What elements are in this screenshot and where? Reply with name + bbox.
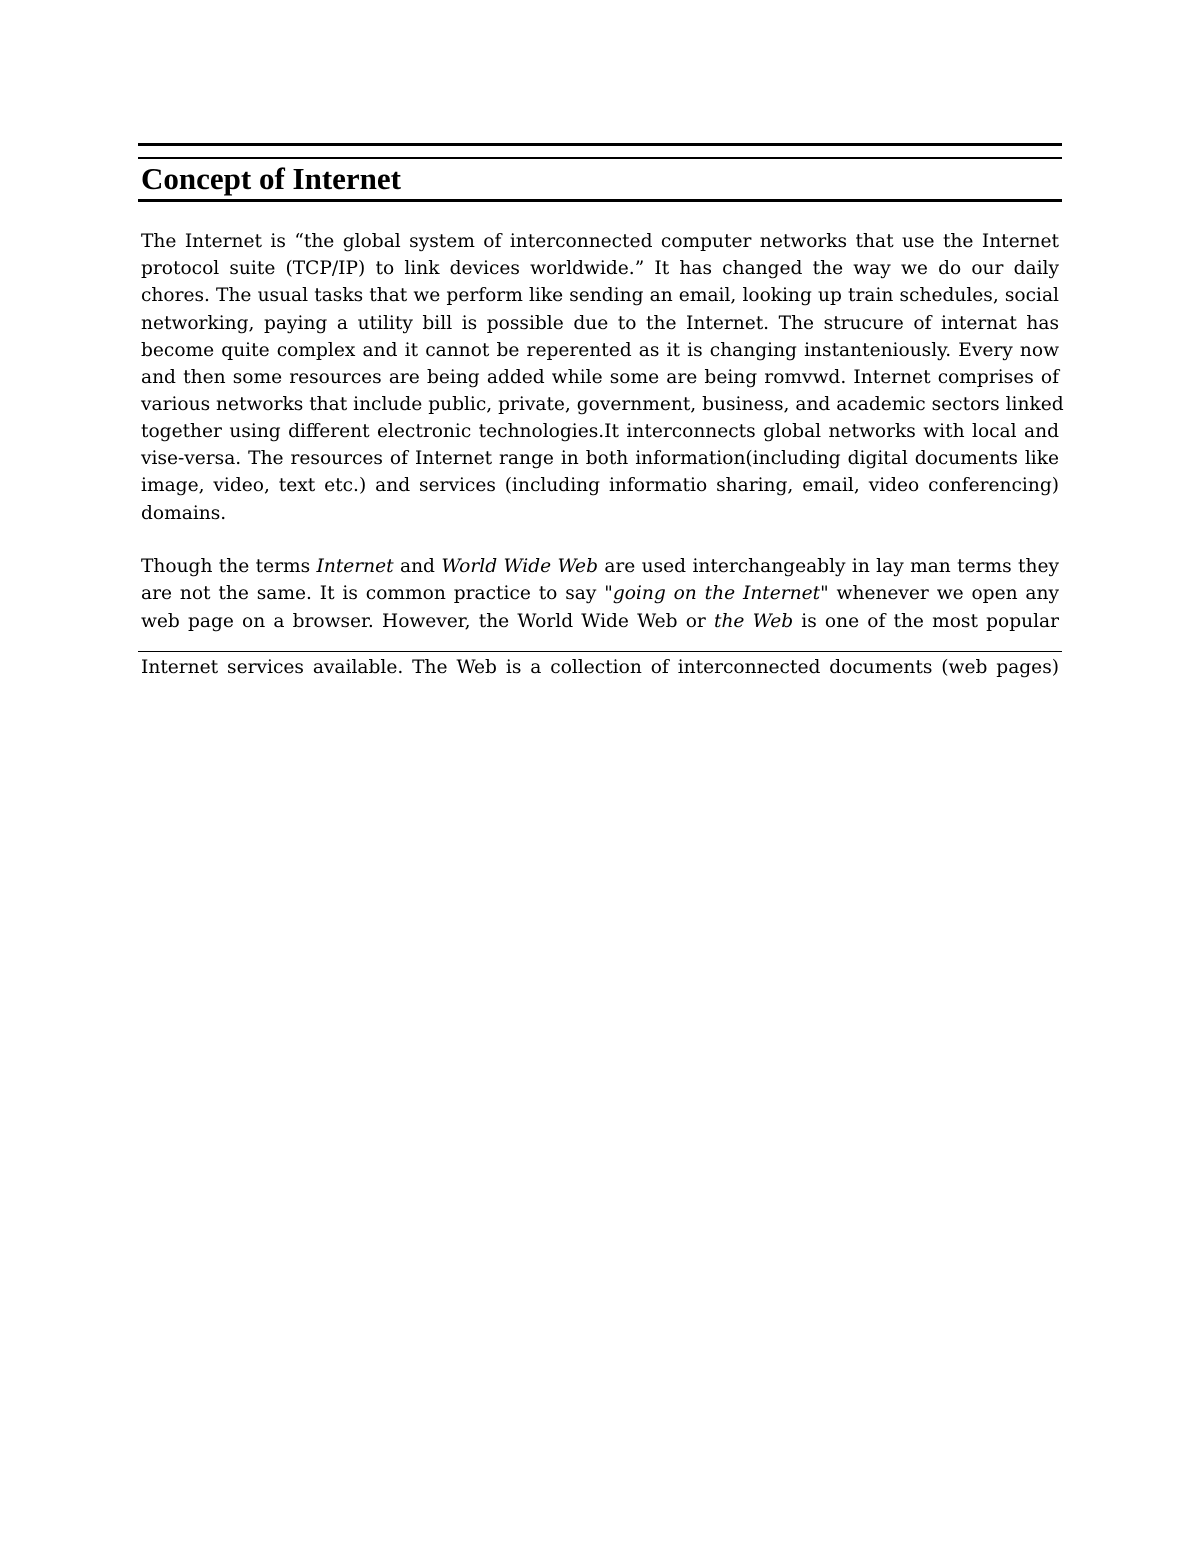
text-line: chores. The usual tasks that we perform like sending an email, looking up train schedules, social xyxy=(141,285,1059,306)
text-line xyxy=(141,580,1059,607)
text-line: vise-versa. The resources of Internet range in both information(including digital documents like xyxy=(141,448,1059,469)
text-run: web page on a browser. However, the World Wide Web or xyxy=(141,611,714,632)
page-break-rule xyxy=(138,651,1062,652)
top-rule-inner xyxy=(138,157,1062,159)
text-line: image, video, text etc.) and services (including informatio sharing, email, video conferencing) xyxy=(141,475,1059,496)
italic-term: the Web xyxy=(713,611,794,632)
text-run: are not the same. It is common practice to say " xyxy=(141,583,613,604)
text-run: and xyxy=(393,556,442,577)
text-line: networking, paying a utility bill is possible due to the Internet. The strucure of internat has xyxy=(141,313,1059,334)
text-line: protocol suite (TCP/IP) to link devices worldwide.” It has changed the way we do our daily xyxy=(141,258,1059,279)
text-line: various networks that include public, private, government, business, and academic sectors linked xyxy=(141,394,1064,415)
top-rule xyxy=(138,143,1062,146)
title-underline-rule xyxy=(138,199,1062,202)
text-run: is one of the most popular xyxy=(793,611,1059,632)
text-line xyxy=(141,553,1059,580)
italic-term: Internet xyxy=(316,556,394,577)
next-page-text-line: Internet services available. The Web is a collection of interconnected documents (web pages) xyxy=(141,657,1059,678)
text-line: become quite complex and it cannot be reperented as it is changing instanteniously. Every now xyxy=(141,340,1059,361)
text-run: " whenever we open any xyxy=(820,583,1060,604)
page-title: Concept of Internet xyxy=(141,161,402,196)
italic-term: World Wide Web xyxy=(441,556,598,577)
text-line: and then some resources are being added while some are being romvwd. Internet comprises of xyxy=(141,367,1059,388)
text-run: Though the terms xyxy=(141,556,317,577)
text-line: The Internet is “the global system of interconnected computer networks that use the Internet xyxy=(141,231,1059,252)
italic-term: going on the Internet xyxy=(612,583,821,604)
text-run: are used interchangeably in lay man terms they xyxy=(597,556,1059,577)
text-line xyxy=(141,608,1059,635)
text-line: together using different electronic technologies.It interconnects global networks with local and xyxy=(141,421,1059,442)
text-line: domains. xyxy=(141,503,227,524)
